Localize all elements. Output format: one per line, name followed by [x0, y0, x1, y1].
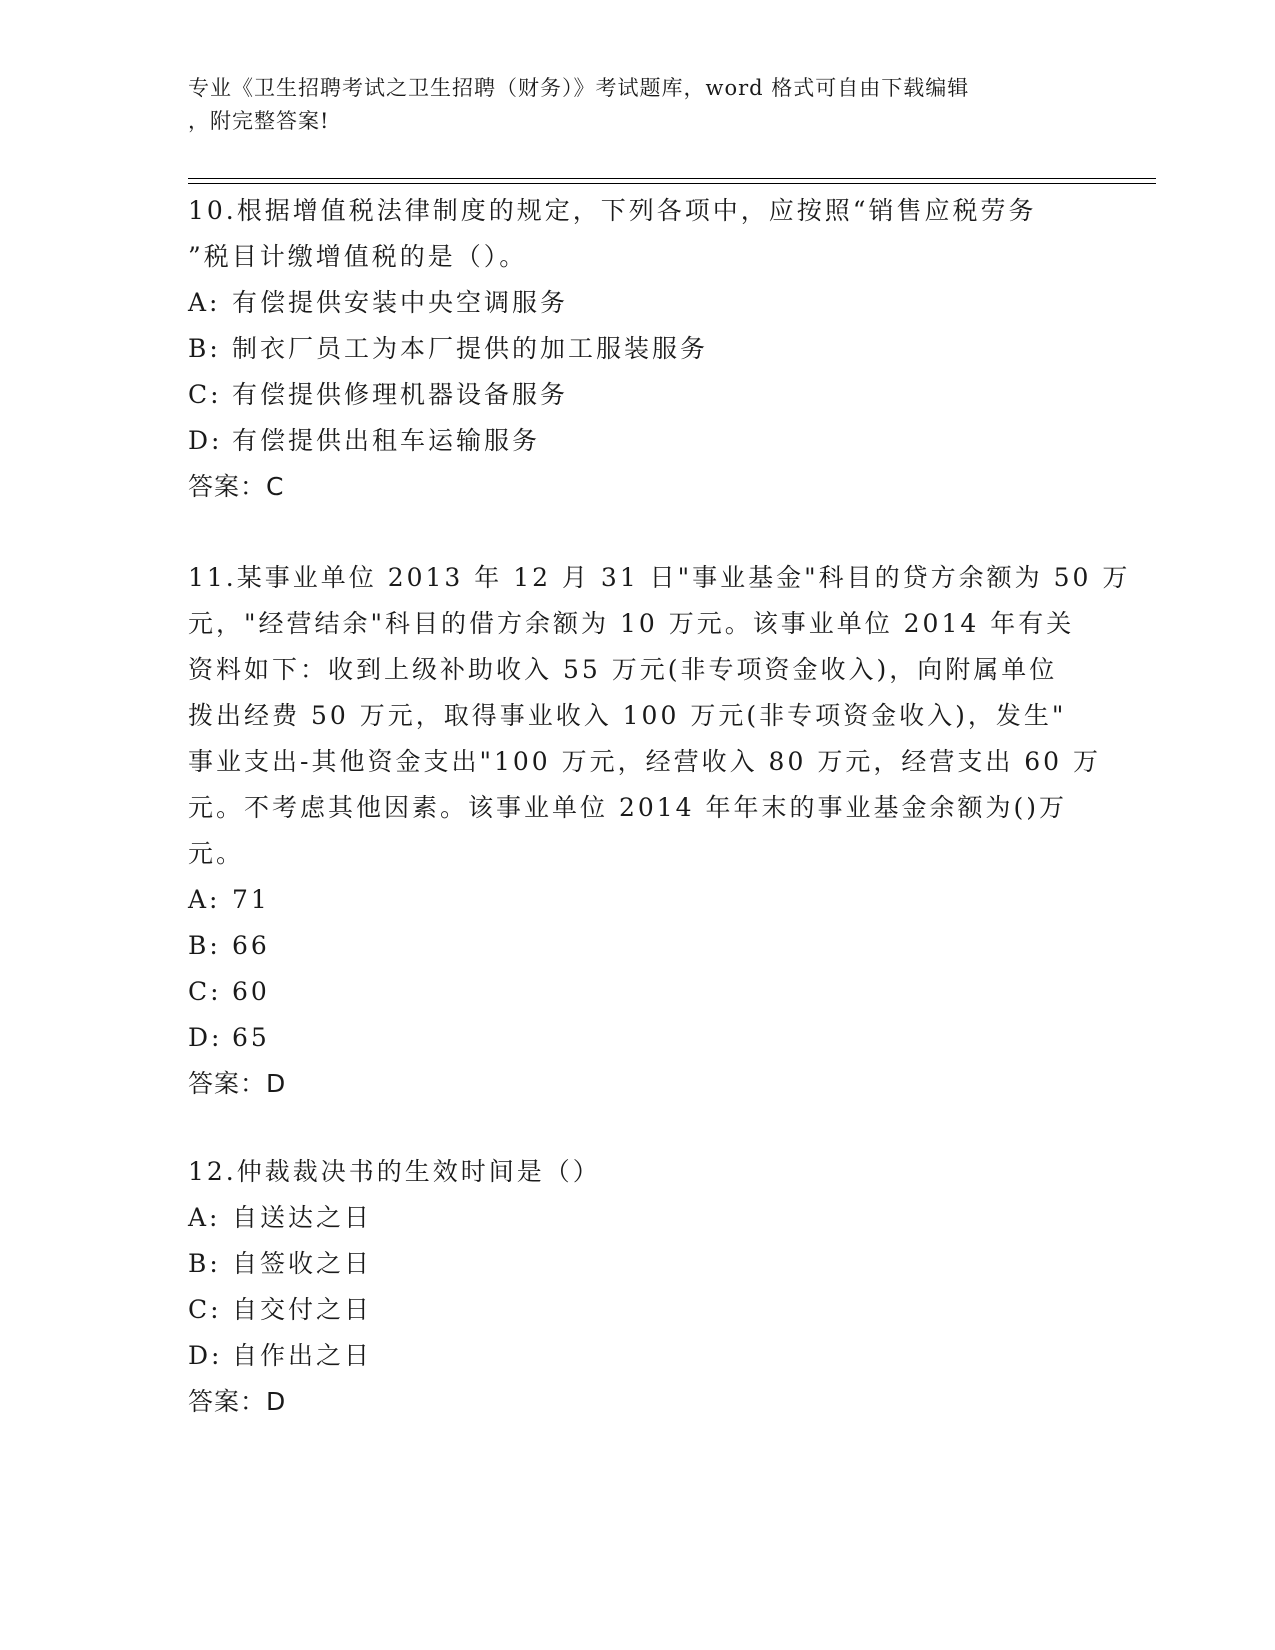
header-divider-bottom — [188, 183, 1156, 184]
option-key: B: — [188, 1249, 221, 1278]
option-a — [188, 280, 1088, 326]
question-10 — [188, 188, 1088, 510]
option-key: D: — [188, 1023, 223, 1052]
option-d — [188, 1015, 1088, 1061]
header-line-1: 专业《卫生招聘考试之卫生招聘（财务）》考试题库，word 格式可自由下载编辑 — [188, 76, 970, 100]
option-text: 有偿提供修理机器设备服务 — [232, 380, 569, 409]
question-stem-line: 事业支出-其他资金支出"100 万元，经营收入 80 万元，经营支出 60 万 — [188, 747, 1102, 776]
question-stem-line: 元，"经营结余"科目的借方余额为 10 万元。该事业单位 2014 年有关 — [188, 609, 1075, 638]
option-c — [188, 969, 1088, 1015]
option-key: B: — [188, 931, 221, 960]
option-key: B: — [188, 334, 221, 363]
option-text: 自交付之日 — [232, 1295, 373, 1324]
option-c — [188, 372, 1088, 418]
option-text: 自签收之日 — [232, 1249, 373, 1278]
question-stem-line: 资料如下：收到上级补助收入 55 万元(非专项资金收入)，向附属单位 — [188, 655, 1058, 684]
header-line-2: ，附完整答案! — [188, 109, 330, 133]
option-b — [188, 923, 1088, 969]
option-key: C: — [188, 1295, 222, 1324]
option-text: 制衣厂员工为本厂提供的加工服装服务 — [232, 334, 709, 363]
document-header — [188, 72, 1088, 138]
option-b — [188, 326, 1088, 372]
option-key: A: — [188, 1203, 221, 1232]
option-key: A: — [188, 288, 221, 317]
header-divider-top — [188, 178, 1156, 179]
option-d — [188, 1333, 1088, 1379]
option-key: A: — [188, 885, 221, 914]
question-stem-line: 11.某事业单位 2013 年 12 月 31 日"事业基金"科目的贷方余额为 50 万 — [188, 563, 1131, 592]
option-key: D: — [188, 1341, 223, 1370]
option-text: 60 — [232, 977, 270, 1006]
option-a — [188, 1195, 1088, 1241]
answer-label: 答案：C — [188, 472, 285, 501]
option-b — [188, 1241, 1088, 1287]
answer-label: 答案：D — [188, 1387, 287, 1416]
question-stem-line: 12.仲裁裁决书的生效时间是（） — [188, 1157, 601, 1186]
option-a — [188, 877, 1088, 923]
option-text: 有偿提供安装中央空调服务 — [232, 288, 569, 317]
option-text: 自送达之日 — [232, 1203, 373, 1232]
option-text: 66 — [232, 931, 270, 960]
option-c — [188, 1287, 1088, 1333]
option-text: 65 — [232, 1023, 270, 1052]
question-12 — [188, 1149, 1088, 1425]
answer-label: 答案：D — [188, 1069, 287, 1098]
option-text: 71 — [232, 885, 270, 914]
question-stem-line: 元。不考虑其他因素。该事业单位 2014 年年末的事业基金余额为()万 — [188, 793, 1068, 822]
question-stem-line: ”税目计缴增值税的是（）。 — [188, 242, 528, 271]
option-key: C: — [188, 977, 222, 1006]
question-11 — [188, 555, 1131, 1107]
option-text: 有偿提供出租车运输服务 — [232, 426, 541, 455]
option-d — [188, 418, 1088, 464]
question-stem-line: 拨出经费 50 万元，取得事业收入 100 万元(非专项资金收入)，发生" — [188, 701, 1067, 730]
option-key: C: — [188, 380, 222, 409]
question-stem-line: 10.根据增值税法律制度的规定，下列各项中，应按照“销售应税劳务 — [188, 196, 1037, 225]
question-stem-line: 元。 — [188, 839, 245, 868]
option-text: 自作出之日 — [232, 1341, 373, 1370]
option-key: D: — [188, 426, 223, 455]
